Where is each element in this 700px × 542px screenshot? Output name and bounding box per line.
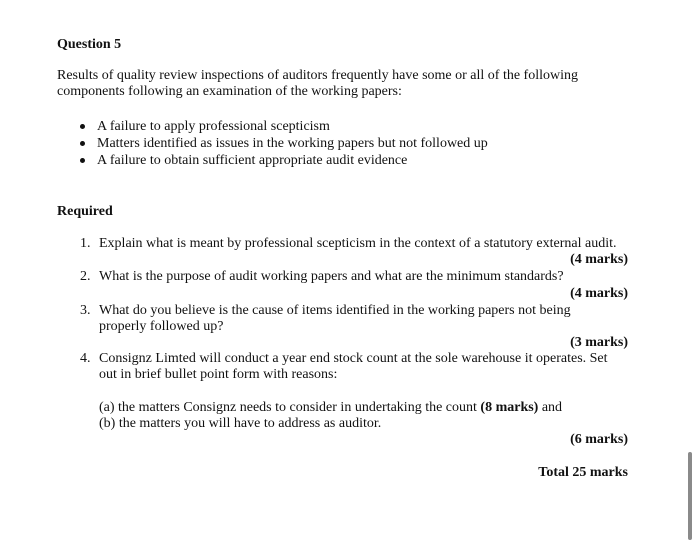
intro-line-2: components following an examination of the working papers:: [57, 84, 402, 99]
part-a-marks: (8 marks): [480, 400, 539, 415]
bullet-item: A failure to apply professional scepticism: [97, 119, 330, 134]
part-a-line: [99, 399, 562, 416]
item-text: Explain what is meant by professional scepticism in the context of a statutory external audit.: [99, 236, 617, 251]
item-marks: (3 marks): [570, 335, 628, 350]
item-number: 2.: [80, 269, 91, 284]
bullet-dot-icon: [80, 124, 85, 129]
item-text-continued: out in brief bullet point form with reasons:: [99, 367, 338, 382]
question-title: Question 5: [57, 37, 122, 52]
item-text: What is the purpose of audit working papers and what are the minimum standards?: [99, 269, 564, 284]
item-marks: (4 marks): [570, 252, 628, 267]
item-text: What do you believe is the cause of items identified in the working papers not being: [99, 303, 571, 318]
item-number: 4.: [80, 351, 91, 366]
bullet-item: Matters identified as issues in the working papers but not followed up: [97, 136, 488, 151]
scrollbar[interactable]: [688, 452, 692, 540]
part-a-text: (a) the matters Consignz needs to consider in undertaking the count: [99, 400, 481, 415]
item-number: 3.: [80, 303, 91, 318]
intro-line-1: Results of quality review inspections of auditors frequently have some or all of the following: [57, 68, 578, 83]
item-text: Consignz Limted will conduct a year end stock count at the sole warehouse it operates. Set: [99, 351, 608, 366]
required-heading: Required: [57, 204, 113, 219]
item-text-continued: properly followed up?: [99, 319, 224, 334]
total-marks: Total 25 marks: [538, 465, 628, 480]
item-marks: (4 marks): [570, 286, 628, 301]
bullet-item: A failure to obtain sufficient appropriate audit evidence: [97, 153, 408, 168]
bullet-dot-icon: [80, 158, 85, 163]
item-number: 1.: [80, 236, 91, 251]
item-marks: (6 marks): [570, 432, 628, 447]
part-a-suffix: and: [538, 400, 563, 415]
bullet-dot-icon: [80, 141, 85, 146]
part-b-line: (b) the matters you will have to address as auditor.: [99, 416, 382, 431]
